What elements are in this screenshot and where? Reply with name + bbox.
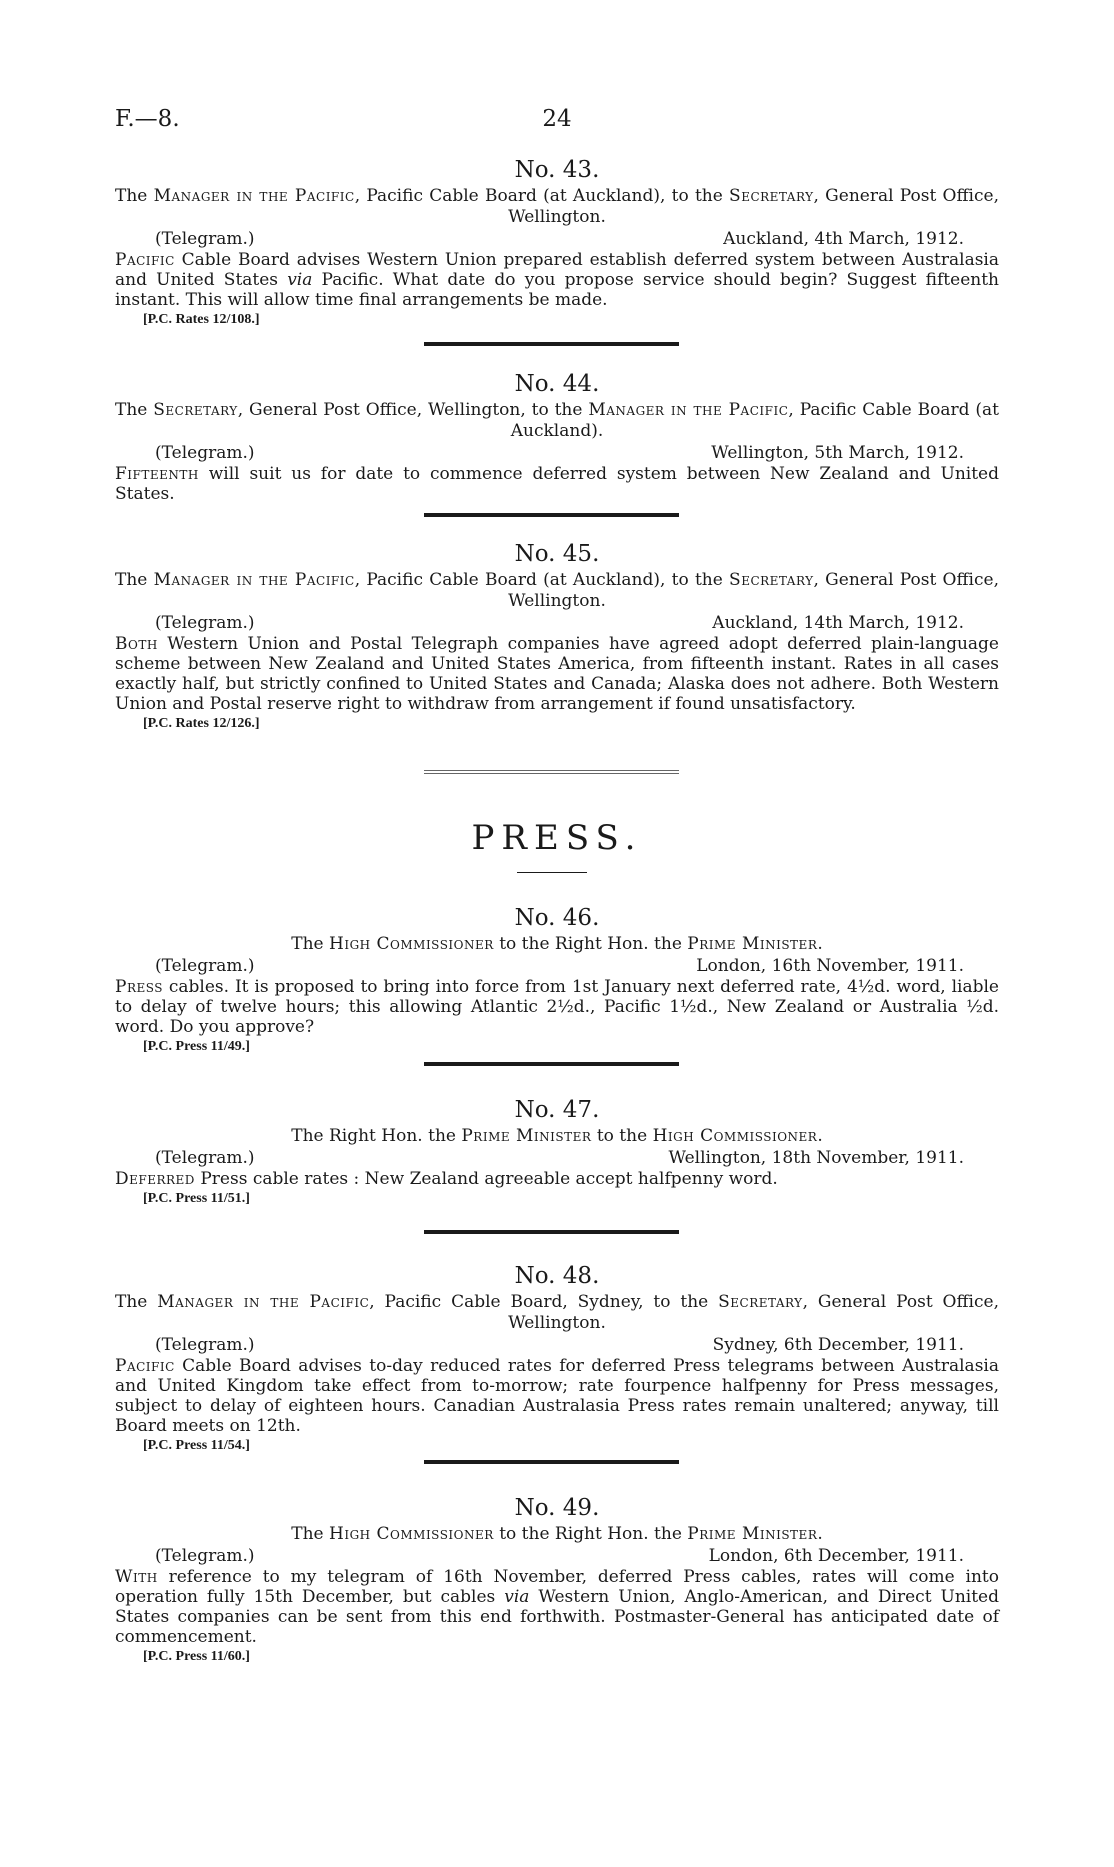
paper-reference: F.—8. (115, 106, 180, 132)
address-line (115, 186, 999, 228)
address-smallcaps: Secretary (153, 400, 238, 420)
telegram-section (115, 370, 999, 504)
address-text: The (115, 570, 154, 590)
section-rule (424, 1460, 679, 1464)
body-text: Pacific. What date do you propose service should begin? Suggest fifteenth instant. This will allow time final arrangements be made. (115, 270, 999, 310)
body-text: reference to my telegram of 16th November, deferred Press cables, rates will come into operation fully 15th December, but cables (115, 1567, 999, 1607)
address-line (115, 400, 999, 442)
telegram-line (115, 1546, 999, 1567)
telegram-label: (Telegram.) (155, 613, 255, 633)
section-rule (424, 770, 679, 771)
address-text: to the Right Hon. the (493, 1524, 688, 1544)
telegram-label: (Telegram.) (155, 229, 255, 249)
file-reference: [P.C. Rates 12/108.] (143, 312, 260, 327)
address-text: to the (591, 1126, 653, 1146)
body-smallcaps: Pacific (115, 1356, 175, 1376)
message-body (115, 634, 999, 714)
address-text: , General Post Office, Wellington. (508, 1292, 999, 1333)
telegram-section (115, 904, 999, 1057)
address-text: The (115, 400, 154, 420)
section-number: No. 48. (514, 1263, 600, 1289)
file-reference: [P.C. Press 11/54.] (143, 1438, 250, 1453)
address-smallcaps: Secretary (729, 186, 814, 206)
telegram-label: (Telegram.) (155, 1546, 255, 1566)
address-smallcaps: Prime Minister (461, 1126, 592, 1146)
address-text: The (291, 934, 329, 954)
body-smallcaps: With (115, 1567, 158, 1587)
address-smallcaps: Manager in the Pacific (153, 186, 355, 206)
section-number: No. 47. (514, 1097, 600, 1123)
section-number: No. 46. (514, 905, 600, 931)
telegram-section (115, 156, 999, 330)
press-heading: PRESS. (471, 818, 643, 858)
address-text: The Right Hon. the (291, 1126, 462, 1146)
address-text: , Pacific Cable Board, Sydney, to the (369, 1292, 719, 1312)
file-reference: [P.C. Press 11/51.] (143, 1191, 250, 1206)
body-italic: via (287, 270, 313, 290)
address-text: , General Post Office, Wellington. (508, 570, 999, 611)
message-body (115, 1567, 999, 1647)
place-date: Auckland, 14th March, 1912. (712, 613, 964, 633)
section-rule (424, 773, 679, 774)
telegram-label: (Telegram.) (155, 443, 255, 463)
section-rule (424, 513, 679, 517)
address-text: , Pacific Cable Board (at Auckland), to the (354, 186, 730, 206)
address-line (115, 1524, 999, 1545)
address-line (115, 1292, 999, 1334)
address-smallcaps: Manager in the Pacific (157, 1292, 370, 1312)
address-line (115, 570, 999, 612)
body-text: Cable Board advises to-day reduced rates for deferred Press telegrams between Australasia and United Kingdom take effect from to-morrow; rate fourpence halfpenny for Press messages, subject to delay of eighteen hours. Canadian Australasia Press rates remain unaltered; anyway, till Board meets on 12th. (115, 1356, 999, 1436)
section-rule (424, 342, 679, 346)
address-text: , Pacific Cable Board (at Auckland). (510, 400, 999, 441)
page-number: 24 (542, 106, 572, 132)
section-number: No. 43. (514, 157, 600, 183)
telegram-line (115, 1335, 999, 1356)
body-smallcaps: Deferred (115, 1169, 195, 1189)
telegram-line (115, 443, 999, 464)
section-rule (424, 1230, 679, 1234)
body-smallcaps: Both (115, 634, 158, 654)
message-body (115, 977, 999, 1037)
place-date: Wellington, 18th November, 1911. (668, 1148, 964, 1168)
telegram-line (115, 1148, 999, 1169)
address-smallcaps: Prime Minister (687, 1524, 818, 1544)
address-text: . (817, 934, 823, 954)
telegram-section (115, 1494, 999, 1667)
place-date: London, 6th December, 1911. (708, 1546, 964, 1566)
body-smallcaps: Press (115, 977, 163, 997)
address-text: The (115, 1292, 158, 1312)
address-smallcaps: High Commissioner (652, 1126, 818, 1146)
address-text: to the Right Hon. the (493, 934, 688, 954)
section-rule (424, 1062, 679, 1066)
section-number: No. 44. (514, 371, 600, 397)
message-body (115, 1356, 999, 1436)
telegram-section (115, 1096, 999, 1209)
telegram-line (115, 956, 999, 977)
body-smallcaps: Pacific (115, 250, 175, 270)
address-line (115, 934, 999, 955)
telegram-section (115, 540, 999, 734)
body-text: Press cable rates : New Zealand agreeable accept halfpenny word. (194, 1169, 778, 1189)
address-text: , Pacific Cable Board (at Auckland), to the (354, 570, 730, 590)
place-date: Sydney, 6th December, 1911. (712, 1335, 964, 1355)
address-smallcaps: Prime Minister (687, 934, 818, 954)
file-reference: [P.C. Rates 12/126.] (143, 716, 260, 731)
telegram-section (115, 1262, 999, 1456)
place-date: Wellington, 5th March, 1912. (711, 443, 964, 463)
place-date: London, 16th November, 1911. (696, 956, 964, 976)
message-body (115, 464, 999, 504)
address-smallcaps: Manager in the Pacific (588, 400, 789, 420)
address-text: . (817, 1126, 823, 1146)
address-smallcaps: Secretary (718, 1292, 803, 1312)
body-text: will suit us for date to commence deferred system between New Zealand and United States. (115, 464, 999, 504)
address-text: The (115, 186, 154, 206)
section-number: No. 45. (514, 541, 600, 567)
address-text: , General Post Office, Wellington, to the (237, 400, 589, 420)
file-reference: [P.C. Press 11/49.] (143, 1039, 250, 1054)
address-smallcaps: Secretary (729, 570, 814, 590)
telegram-line (115, 613, 999, 634)
body-text: Western Union, Anglo-American, and Direct United States companies can be sent from this end forthwith. Postmaster-General has anticipated date of commencement. (115, 1587, 999, 1647)
address-smallcaps: High Commissioner (329, 934, 494, 954)
message-body (115, 250, 999, 310)
body-text: cables. It is proposed to bring into force from 1st January next deferred rate, 4½d. word, liable to delay of twelve hours; this allowing Atlantic 2½d., Pacific 1½d., New Zealand or Australia ½d. word. Do you approve? (115, 977, 999, 1037)
telegram-label: (Telegram.) (155, 1335, 255, 1355)
address-smallcaps: High Commissioner (329, 1524, 494, 1544)
heading-rule (517, 872, 587, 873)
section-number: No. 49. (514, 1495, 600, 1521)
message-body (115, 1169, 999, 1189)
address-smallcaps: Manager in the Pacific (153, 570, 355, 590)
telegram-label: (Telegram.) (155, 1148, 255, 1168)
body-italic: via (504, 1587, 530, 1607)
address-line (115, 1126, 999, 1147)
address-text: . (817, 1524, 823, 1544)
telegram-label: (Telegram.) (155, 956, 255, 976)
body-text: Western Union and Postal Telegraph companies have agreed adopt deferred plain-language scheme between New Zealand and United States America, from fifteenth instant. Rates in all cases exactly half, but strictly confined to United States and Canada; Alaska does not adhere. Both Western Union and Postal reserve right to withdraw from arrangement if found unsatisfactory. (115, 634, 999, 714)
address-text: , General Post Office, Wellington. (508, 186, 999, 227)
body-smallcaps: Fifteenth (115, 464, 199, 484)
file-reference: [P.C. Press 11/60.] (143, 1649, 250, 1664)
telegram-line (115, 229, 999, 250)
place-date: Auckland, 4th March, 1912. (723, 229, 964, 249)
body-text: Cable Board advises Western Union prepared establish deferred system between Australasia and United States (115, 250, 999, 290)
address-text: The (291, 1524, 329, 1544)
